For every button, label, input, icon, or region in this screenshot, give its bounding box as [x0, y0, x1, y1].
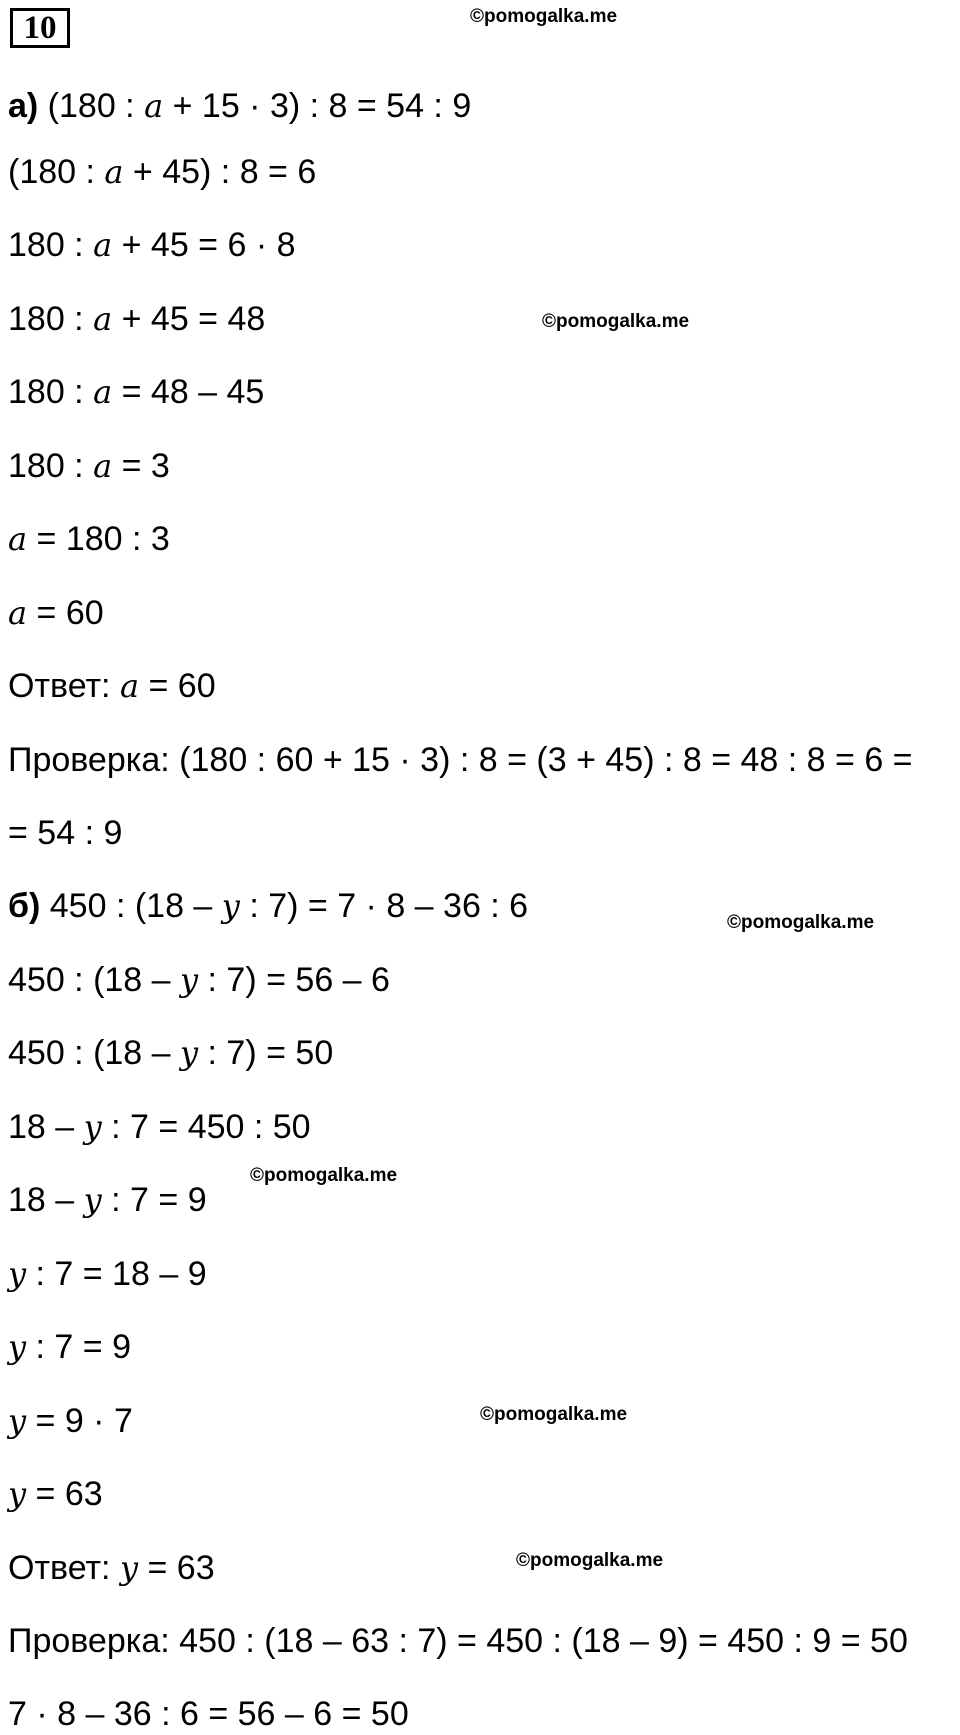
variable: y [221, 887, 240, 925]
solution-step [8, 446, 170, 486]
expression-text: Ответ: [8, 667, 120, 705]
variable: a [119, 667, 140, 705]
solution-step [8, 1401, 133, 1441]
expression-text: 18 – [8, 1181, 84, 1219]
expression-text: 180 : [8, 447, 94, 485]
expression-text: 18 – [8, 1108, 84, 1146]
solution-step [8, 593, 104, 633]
solution-step [8, 1327, 131, 1367]
answer-line [8, 666, 216, 706]
expression-text: = 63 [138, 1549, 215, 1587]
part-b-label: б) [8, 887, 41, 925]
check-line [8, 1621, 908, 1661]
expression-text: = 54 : 9 [8, 814, 123, 852]
equation-text [40, 887, 528, 925]
variable: a [93, 226, 113, 264]
expression-text: (180 : [38, 87, 145, 125]
watermark: ©pomogalka.me [470, 6, 618, 27]
variable: a [104, 153, 124, 191]
solution-step [8, 960, 390, 1000]
check-line [8, 813, 122, 853]
part-a-equation [8, 86, 471, 126]
expression-text: + 45 = 48 [112, 300, 266, 338]
expression-text: = 3 [112, 447, 170, 485]
expression-text: : 7 = 18 – 9 [26, 1255, 207, 1293]
watermark: ©pomogalka.me [250, 1165, 398, 1186]
check-line [8, 1694, 409, 1734]
solution-step [8, 519, 170, 559]
variable: y [8, 1328, 27, 1366]
expression-text: 180 : [8, 226, 94, 264]
expression-text: : 7 = 450 : 50 [101, 1108, 311, 1146]
expression-text: Ответ: [8, 1549, 120, 1587]
variable: y [83, 1181, 102, 1219]
variable: a [8, 594, 28, 632]
expression-text: : 7 = 9 [26, 1328, 131, 1366]
variable: a [144, 87, 164, 125]
variable: a [8, 520, 28, 558]
solution-step [8, 372, 264, 412]
expression-text: = 63 [26, 1475, 103, 1513]
expression-text: 450 : (18 – [40, 887, 222, 925]
variable: y [8, 1475, 27, 1513]
answer-line [8, 1548, 215, 1588]
expression-text: Проверка: 450 : (18 – 63 : 7) = 450 : (18 – 9) = 450 : 9 = 50 [8, 1622, 908, 1660]
variable: y [83, 1108, 102, 1146]
equation-text [38, 87, 471, 125]
variable: y [8, 1402, 27, 1440]
variable: y [8, 1255, 27, 1293]
expression-text: (180 : [8, 153, 105, 191]
expression-text: = 60 [139, 667, 216, 705]
expression-text: 7 · 8 – 36 : 6 = 56 – 6 = 50 [8, 1695, 409, 1733]
expression-text: + 15 · 3) : 8 = 54 : 9 [163, 87, 472, 125]
expression-text: = 48 – 45 [112, 373, 265, 411]
expression-text: : 7) = 7 · 8 – 36 : 6 [239, 887, 529, 925]
expression-text: 180 : [8, 373, 94, 411]
solution-step [8, 225, 296, 265]
watermark: ©pomogalka.me [727, 912, 875, 933]
expression-text: : 7) = 56 – 6 [198, 961, 390, 999]
solution-step [8, 152, 316, 192]
task-number: 10 [10, 8, 70, 48]
watermark: ©pomogalka.me [542, 311, 690, 332]
solution-step [8, 299, 265, 339]
expression-text: : 7 = 9 [101, 1181, 207, 1219]
variable: a [93, 373, 113, 411]
part-a-label: а) [8, 87, 39, 125]
solution-step [8, 1107, 311, 1147]
variable: y [180, 961, 199, 999]
watermark: ©pomogalka.me [480, 1404, 628, 1425]
variable: y [180, 1034, 199, 1072]
check-line [8, 740, 913, 780]
variable: a [93, 300, 113, 338]
solution-step [8, 1033, 333, 1073]
expression-text: = 9 · 7 [26, 1402, 133, 1440]
expression-text: = 60 [27, 594, 104, 632]
watermark: ©pomogalka.me [516, 1550, 664, 1571]
part-b-equation [8, 886, 528, 926]
expression-text: + 45 = 6 · 8 [112, 226, 296, 264]
variable: y [119, 1549, 139, 1587]
variable: a [93, 447, 113, 485]
solution-step [8, 1474, 103, 1514]
expression-text: 450 : (18 – [8, 1034, 181, 1072]
expression-text: : 7) = 50 [198, 1034, 334, 1072]
expression-text: + 45) : 8 = 6 [123, 153, 317, 191]
solution-step [8, 1180, 207, 1220]
expression-text: 180 : [8, 300, 94, 338]
solution-step [8, 1254, 207, 1294]
expression-text: 450 : (18 – [8, 961, 181, 999]
expression-text: = 180 : 3 [27, 520, 170, 558]
expression-text: Проверка: (180 : 60 + 15 · 3) : 8 = (3 + 45) : 8 = 48 : 8 = 6 = [8, 741, 913, 779]
